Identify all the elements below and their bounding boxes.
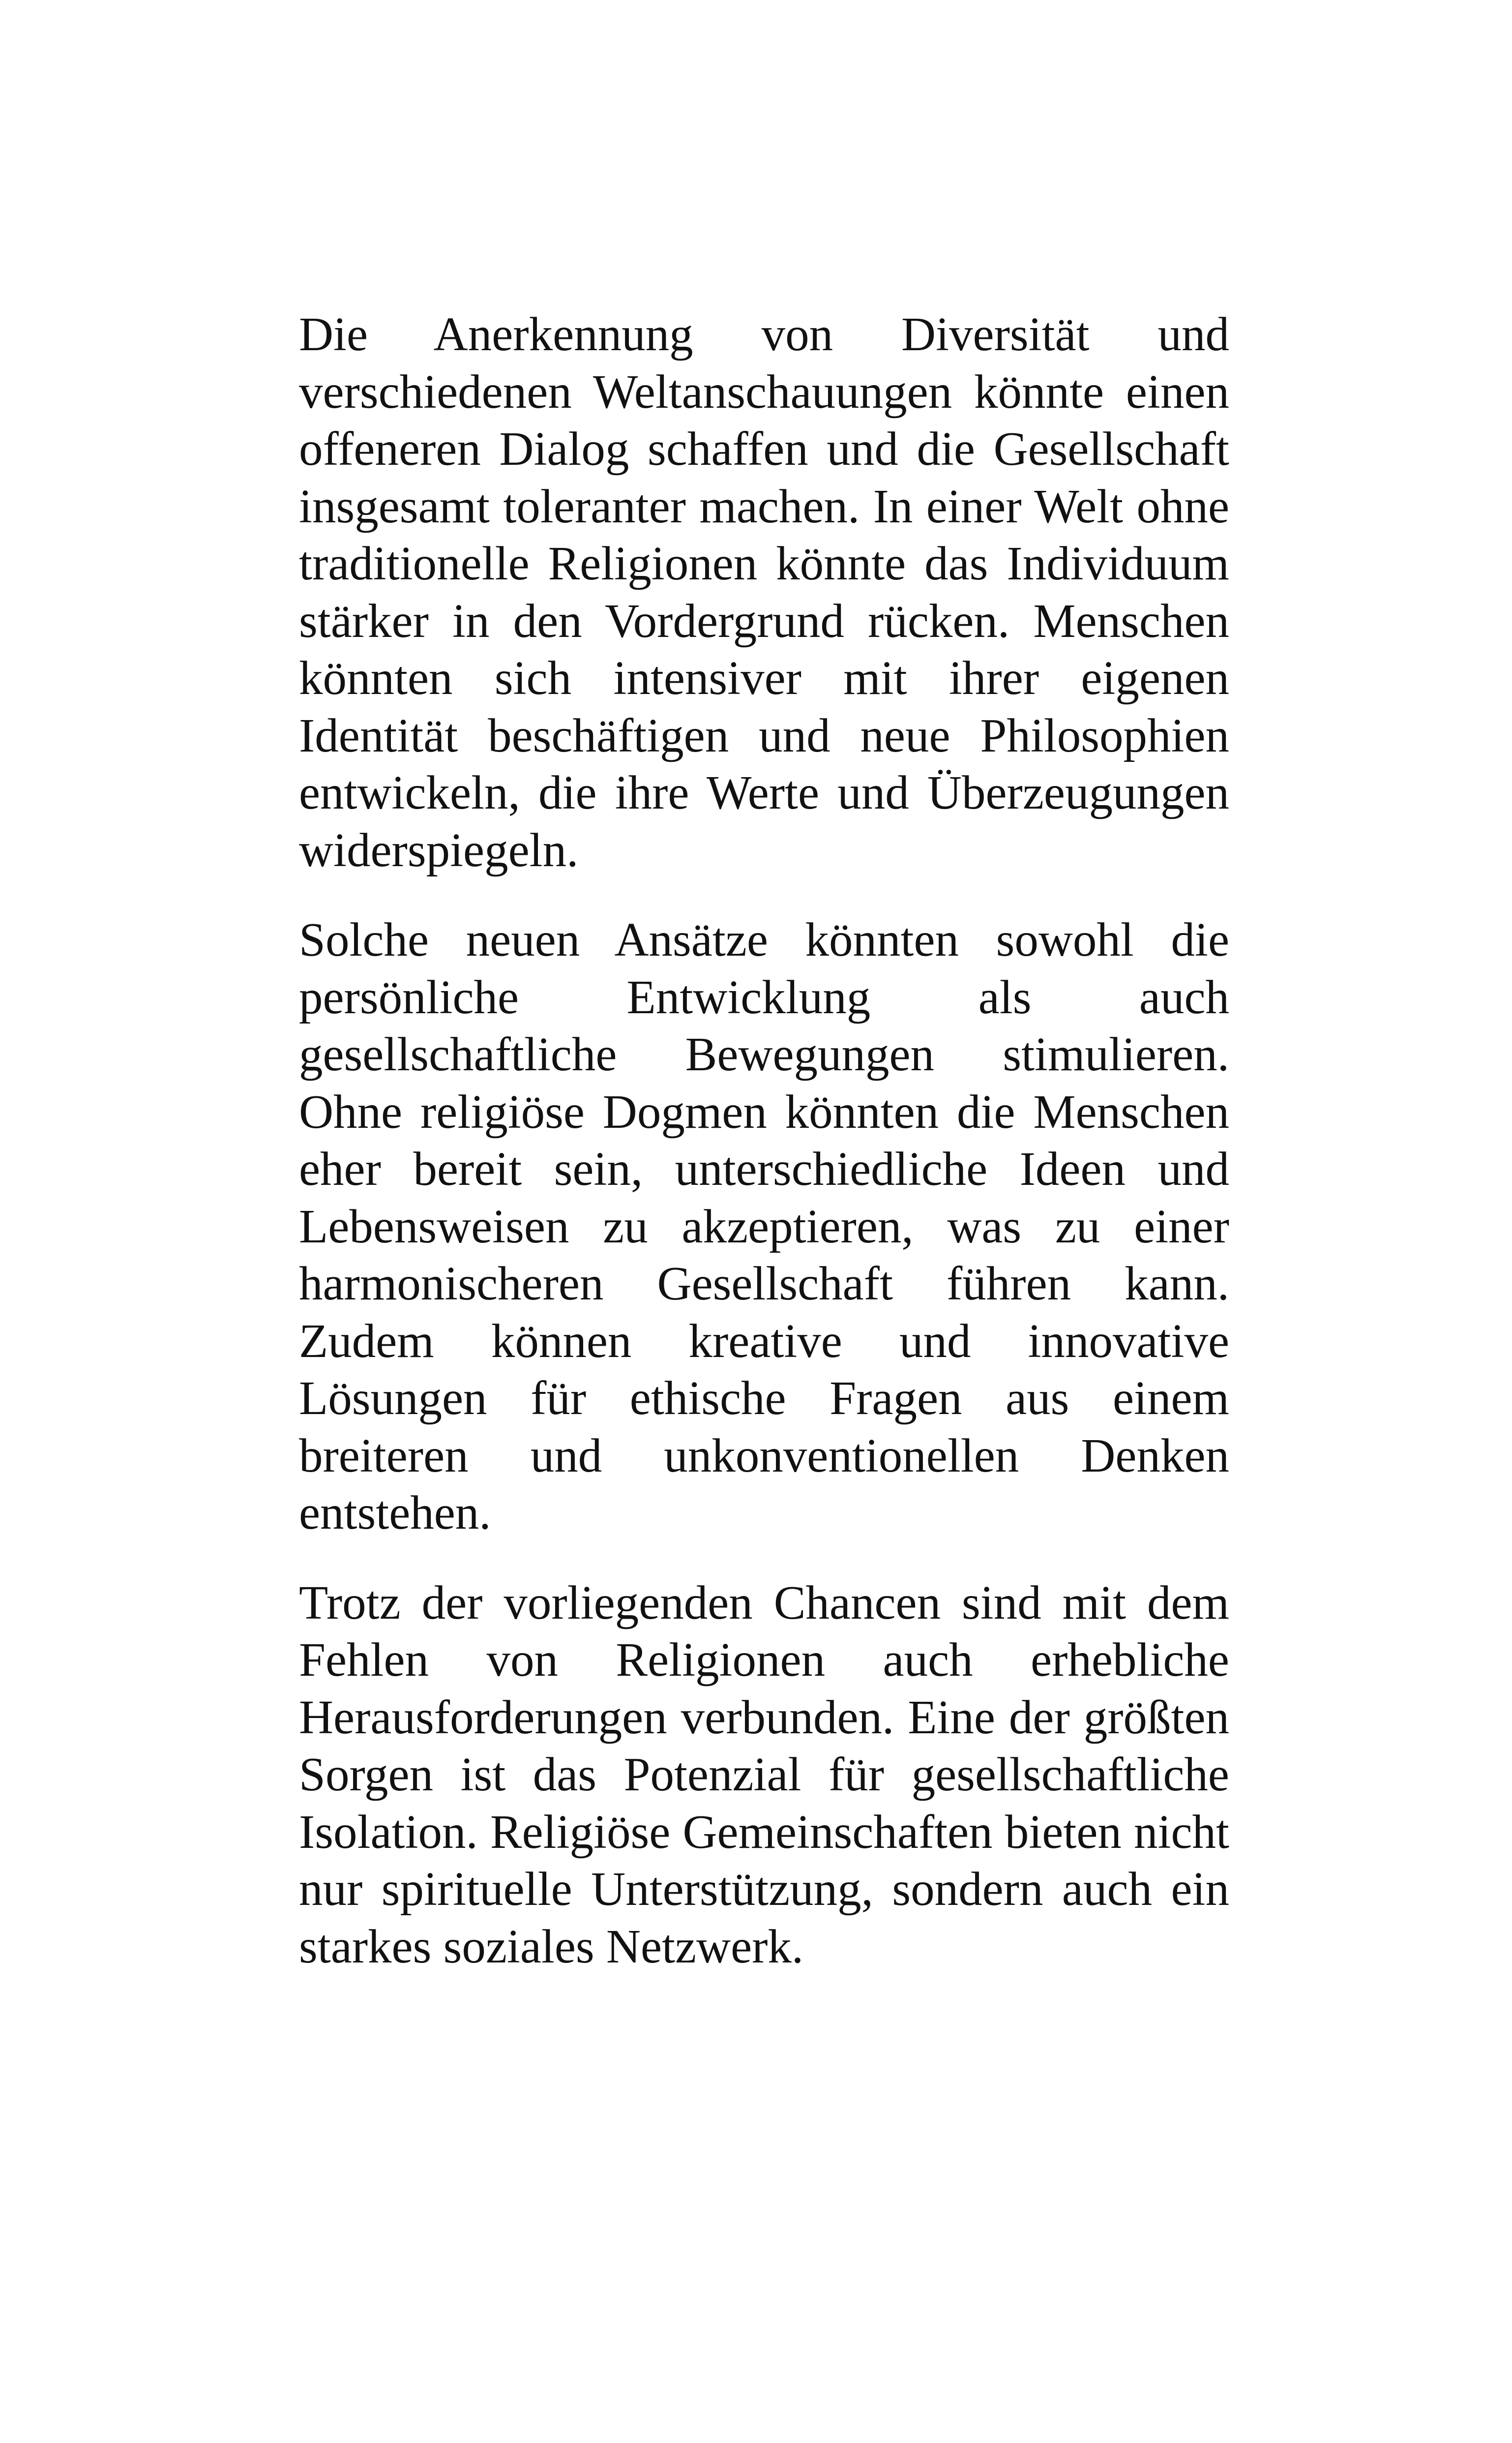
- paragraph-2: Solche neuen Ansätze könnten sowohl die persönliche Entwicklung als auch gesellschaftliche Bewegungen stimulieren. Ohne religiöse Dogmen könnten die Menschen eher bereit sein, unterschiedliche Ideen und Lebensweisen zu akzeptieren, was zu einer harmonischeren Gesellschaft führen kann. Zudem können kreative und innovative Lösungen für ethische Fragen aus einem breiteren und unkonventionellen Denken entstehen.: [299, 913, 1229, 1539]
- paragraph-1: Die Anerkennung von Diversität und verschiedenen Weltanschauungen könnte einen offeneren Dialog schaffen und die Gesellschaft insgesamt toleranter machen. In einer Welt ohne traditionelle Religionen könnte das Individuum stärker in den Vordergrund rücken. Menschen könnten sich intensiver mit ihrer eigenen Identität beschäftigen und neue Philosophien entwickeln, die ihre Werte und Überzeugungen widerspiegeln.: [299, 308, 1229, 876]
- paragraph-3: Trotz der vorliegenden Chancen sind mit dem Fehlen von Religionen auch erhebliche Herausforderungen verbunden. Eine der größten Sorgen ist das Potenzial für gesellschaftliche Isolation. Religiöse Gemeinschaften bieten nicht nur spirituelle Unterstützung, sondern auch ein starkes soziales Netzwerk.: [299, 1576, 1229, 1973]
- body-text: [299, 306, 1229, 1975]
